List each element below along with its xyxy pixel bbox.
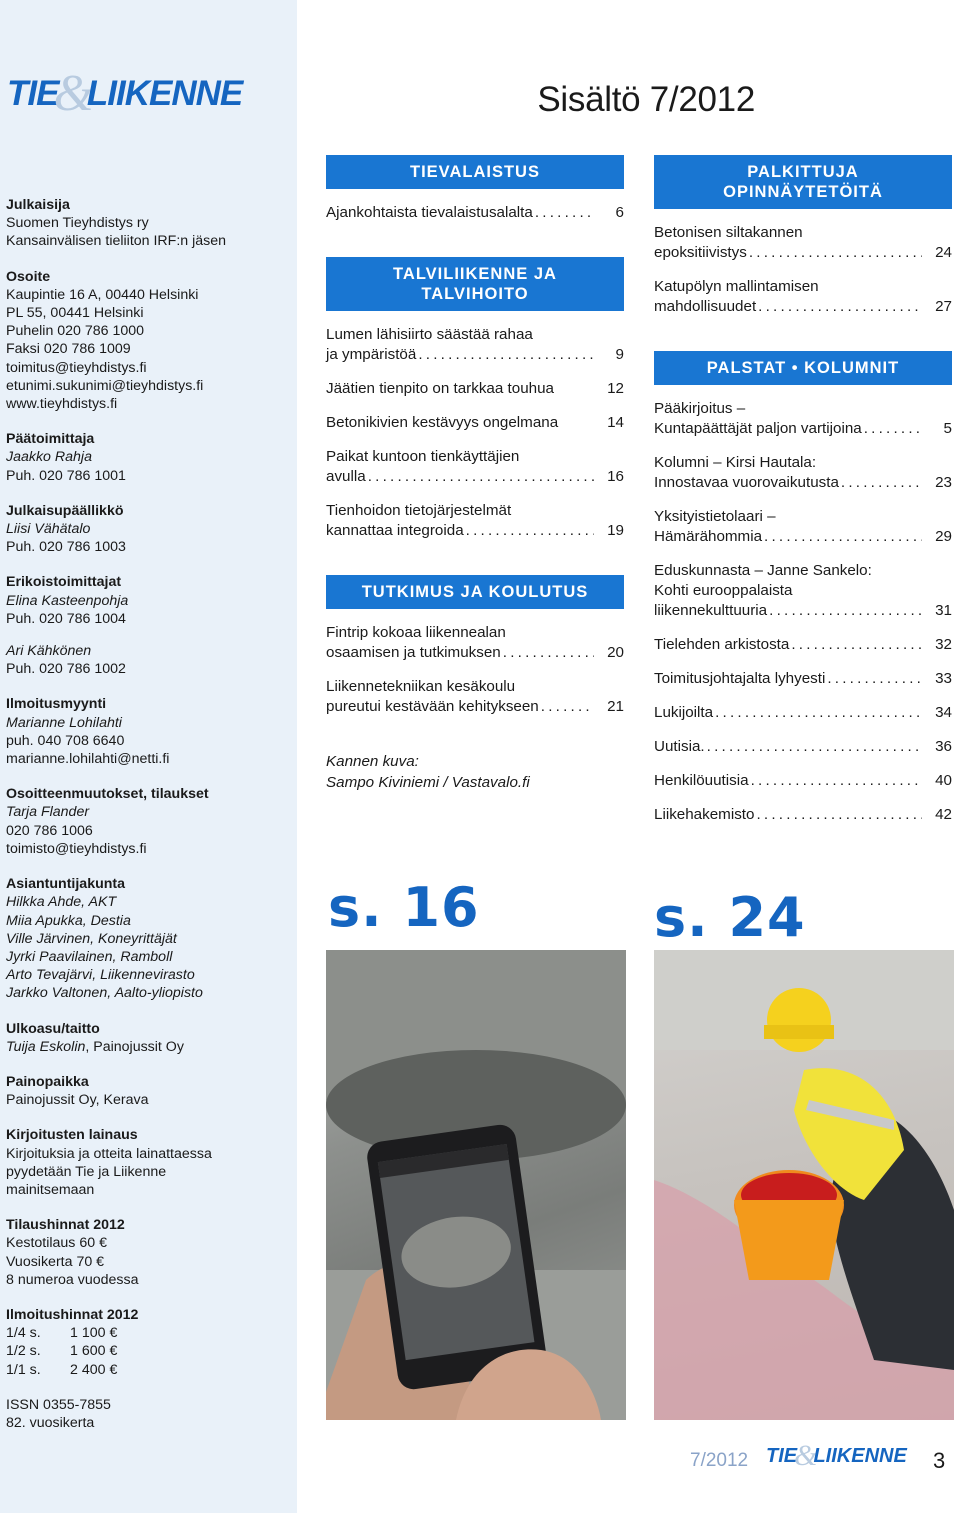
toc-entry-text: Hämärähommia	[654, 528, 763, 545]
toc-entry-line	[326, 697, 594, 717]
toc-entry	[654, 507, 952, 547]
toc-entry-title	[326, 203, 594, 223]
toc-page-number: 36	[935, 738, 952, 755]
masthead-line: Puh. 020 786 1003	[6, 539, 126, 556]
price-value: 1 100 €	[70, 1325, 118, 1342]
masthead-line: Faksi 020 786 1009	[6, 341, 131, 358]
masthead-line: Puh. 020 786 1004	[6, 610, 126, 627]
section-header-line: TALVILIIKENNE JA	[393, 265, 557, 283]
masthead-section	[6, 502, 291, 557]
toc-entry-title	[654, 453, 922, 493]
dot-leader	[715, 703, 922, 723]
masthead-member: Jarkko Valtonen, Aalto-yliopisto	[6, 985, 203, 1002]
price-row	[6, 1342, 291, 1360]
toc-entry-line	[654, 737, 922, 757]
price-size: 1/1 s.	[6, 1361, 41, 1378]
toc-entry-line: Kolumni – Kirsi Hautala:	[654, 454, 817, 471]
toc-entry-text: avulla	[326, 468, 366, 485]
toc-entry-text: osaamisen ja tutkimuksen	[326, 644, 501, 661]
masthead-section	[6, 1396, 291, 1432]
page-number: 3	[933, 1448, 946, 1473]
price-row	[6, 1324, 291, 1342]
cover-label: Kannen kuva:	[326, 753, 419, 770]
toc-page-number: 31	[935, 602, 952, 619]
masthead-section	[6, 1073, 291, 1109]
toc-entry-line	[654, 805, 922, 825]
toc-entry-title	[654, 669, 922, 689]
toc-entry-line: Pääkirjoitus –	[654, 400, 746, 417]
toc-entry	[654, 453, 952, 493]
toc-entry	[654, 669, 952, 689]
masthead-line: Kaupintie 16 A, 00440 Helsinki	[6, 286, 199, 303]
masthead-line: 8 numeroa vuodessa	[6, 1271, 139, 1288]
toc-entry-text: Tielehden arkistosta	[654, 636, 790, 653]
toc-entry-line	[654, 527, 922, 547]
masthead-line: mainitsemaan	[6, 1181, 95, 1198]
masthead-line: Painojussit Oy, Kerava	[6, 1092, 149, 1109]
toc-entry-title	[654, 737, 922, 757]
magazine-logo: TIE & LIIKENNE	[7, 65, 243, 122]
toc-entry-title	[654, 703, 922, 723]
toc-entry-line	[326, 413, 594, 433]
toc-page-number: 16	[607, 468, 624, 485]
masthead-section	[6, 875, 291, 1002]
toc-entry-line	[654, 243, 922, 263]
masthead-name: Ari Kähkönen	[6, 643, 92, 660]
masthead-heading: Päätoimittaja	[6, 431, 95, 448]
masthead-heading: Ulkoasu/taitto	[6, 1020, 100, 1037]
contents-column-2	[654, 155, 952, 825]
masthead-member: Arto Tevajärvi, Liikennevirasto	[6, 967, 195, 984]
dot-leader	[541, 697, 594, 717]
toc-entry	[654, 635, 952, 655]
toc-entry-text: mahdollisuudet	[654, 298, 757, 315]
masthead-member: Miia Apukka, Destia	[6, 912, 131, 929]
masthead-line: toimitus@tieyhdistys.fi	[6, 359, 147, 376]
toc-entry-line	[654, 635, 922, 655]
toc-entry-text: Uutisia.	[654, 738, 705, 755]
masthead-section	[6, 268, 291, 414]
masthead-section	[6, 695, 291, 768]
toc-page-number: 24	[935, 244, 952, 261]
masthead-name: Tarja Flander	[6, 804, 90, 821]
toc-page-number: 20	[607, 644, 624, 661]
section-header	[326, 575, 624, 609]
toc-entry-text: Jäätien tienpito on tarkkaa touhua	[326, 380, 554, 397]
masthead-heading: Julkaisupäällikkö	[6, 502, 124, 519]
masthead-name: Marianne Lohilahti	[6, 714, 122, 731]
toc-entry-text: Lukijoilta	[654, 704, 714, 721]
toc-entry-text: liikennekulttuuria	[654, 602, 768, 619]
toc-entry-line: Lumen lähisiirto säästää rahaa	[326, 326, 533, 343]
toc-entry-title	[326, 501, 594, 541]
masthead-name: Elina Kasteenpohja	[6, 592, 129, 609]
toc-entry-line: Paikat kuntoon tienkäyttäjien	[326, 448, 520, 465]
section-header-line: PALSTAT • KOLUMNIT	[706, 359, 900, 377]
masthead-line: puh. 040 708 6640	[6, 732, 125, 749]
masthead-line: Puh. 020 786 1001	[6, 467, 126, 484]
toc-entry-text: ja ympäristöä	[326, 346, 417, 363]
toc-entry-text: Toimitusjohtajalta lyhyesti	[654, 670, 826, 687]
dot-leader	[751, 771, 922, 791]
footer-logo: TIE & LIIKENNE	[766, 1439, 907, 1472]
masthead-heading: Osoitteenmuutokset, tilaukset	[6, 786, 209, 803]
masthead-heading: Julkaisija	[6, 197, 70, 213]
toc-entry-line	[326, 643, 594, 663]
price-value: 2 400 €	[70, 1361, 118, 1378]
photo-smartphone-pothole	[326, 950, 626, 1420]
toc-entry-line	[654, 297, 922, 317]
toc-entry-title	[326, 325, 594, 365]
toc-entry-line: Tienhoidon tietojärjestelmät	[326, 502, 512, 519]
toc-entry-line	[654, 419, 922, 439]
toc-entry-title	[654, 771, 922, 791]
page-title: Sisältö 7/2012	[537, 80, 755, 119]
toc-page-number: 27	[935, 298, 952, 315]
masthead-heading: Osoite	[6, 268, 51, 285]
masthead-line: Puh. 020 786 1002	[6, 661, 126, 678]
toc-entry	[326, 325, 624, 365]
cover-photographer: Sampo Kiviniemi / Vastavalo.fi	[326, 774, 530, 791]
contents-column-1	[326, 155, 624, 793]
toc-page-number: 33	[935, 670, 952, 687]
toc-entry-line	[654, 669, 922, 689]
toc-entry-title	[654, 399, 922, 439]
toc-entry	[326, 447, 624, 487]
masthead-section	[6, 573, 291, 678]
masthead-heading: Ilmoitushinnat 2012	[6, 1306, 139, 1323]
dot-leader	[791, 635, 922, 655]
toc-page-number: 14	[607, 414, 624, 431]
toc-page-number: 9	[615, 346, 624, 363]
masthead-member: Ville Järvinen, Koneyrittäjät	[6, 930, 177, 947]
section-header	[326, 257, 624, 311]
masthead-name: Tuija Eskolin	[6, 1038, 86, 1055]
masthead-section	[6, 785, 291, 858]
toc-entry-title	[326, 447, 594, 487]
toc-entry-text: pureutui kestävään kehitykseen	[326, 698, 539, 715]
toc-entry-title	[326, 413, 594, 433]
dot-leader	[864, 419, 922, 439]
masthead-section	[6, 1020, 291, 1056]
toc-entry-line: Betonisen siltakannen	[654, 224, 803, 241]
masthead-heading: Tilaushinnat 2012	[6, 1217, 125, 1234]
masthead-line: toimisto@tieyhdistys.fi	[6, 840, 147, 857]
section-header-line: TUTKIMUS JA KOULUTUS	[361, 583, 589, 601]
masthead-member: Hilkka Ahde, AKT	[6, 894, 117, 911]
masthead-line: Puhelin 020 786 1000	[6, 323, 145, 340]
toc-entry-line	[654, 601, 922, 621]
dot-leader	[769, 601, 922, 621]
price-size: 1/2 s.	[6, 1343, 41, 1360]
toc-entry-text: Innostavaa vuorovaikutusta	[654, 474, 839, 491]
section-header	[654, 351, 952, 385]
price-size: 1/4 s.	[6, 1325, 41, 1342]
toc-page-number: 23	[935, 474, 952, 491]
toc-entry	[654, 223, 952, 263]
masthead-heading: Erikoistoimittajat	[6, 574, 122, 591]
sidebar	[0, 0, 297, 1513]
section-header	[654, 155, 952, 209]
masthead-line: etunimi.sukunimi@tieyhdistys.fi	[6, 377, 204, 394]
masthead-line: Kansainvälisen tieliiton IRF:n jäsen	[6, 233, 227, 250]
section-header-line: TIEVALAISTUS	[410, 163, 540, 181]
dot-leader	[749, 243, 922, 263]
toc-entry-text: Betonikivien kestävyys ongelmana	[326, 414, 559, 431]
dot-leader	[764, 527, 922, 547]
toc-entry	[326, 501, 624, 541]
section-header	[326, 155, 624, 189]
masthead-section	[6, 196, 291, 251]
toc-page-number: 19	[607, 522, 624, 539]
masthead	[6, 196, 291, 1449]
masthead-section	[6, 1216, 291, 1289]
masthead-line: 020 786 1006	[6, 822, 93, 839]
toc-entry-text: Kuntapäättäjät paljon vartijoina	[654, 420, 862, 437]
toc-entry-line	[326, 379, 594, 399]
toc-entry-text: kannattaa integroida	[326, 522, 464, 539]
section-header-line: TALVIHOITO	[421, 285, 529, 303]
cover-credit	[326, 751, 624, 793]
masthead-line: marianne.lohilahti@netti.fi	[6, 751, 170, 768]
dot-leader	[756, 805, 922, 825]
toc-entry-title	[654, 635, 922, 655]
dot-leader	[841, 473, 922, 493]
masthead-line: Suomen Tieyhdistys ry	[6, 215, 149, 232]
masthead-line: Kirjoituksia ja otteita lainattaessa	[6, 1145, 212, 1162]
price-value: 1 600 €	[70, 1343, 118, 1360]
toc-entry	[326, 203, 624, 223]
toc-entry	[326, 677, 624, 717]
toc-entry	[326, 623, 624, 663]
dot-leader	[758, 297, 922, 317]
toc-page-number: 21	[607, 698, 624, 715]
dot-leader	[535, 203, 594, 223]
toc-entry	[654, 399, 952, 439]
price-row	[6, 1361, 291, 1379]
section-header-line: PALKITTUJA	[747, 163, 859, 181]
toc-entry-line: Liikennetekniikan kesäkoulu	[326, 678, 516, 695]
toc-entry-text: Ajankohtaista tievalaistusalalta	[326, 204, 533, 221]
dot-leader	[707, 737, 922, 757]
toc-entry-line	[326, 203, 594, 223]
toc-entry	[654, 805, 952, 825]
masthead-line: 82. vuosikerta	[6, 1414, 95, 1431]
toc-entry	[654, 737, 952, 757]
masthead-heading: Asiantuntijakunta	[6, 876, 126, 893]
toc-page-number: 29	[935, 528, 952, 545]
toc-entry-line: Kohti eurooppalaista	[654, 582, 793, 599]
masthead-line: www.tieyhdistys.fi	[6, 396, 118, 413]
toc-entry-title	[326, 623, 594, 663]
masthead-line: ISSN 0355-7855	[6, 1396, 111, 1413]
toc-entry-line: Eduskunnasta – Janne Sankelo:	[654, 562, 872, 579]
toc-entry-title	[654, 561, 922, 621]
masthead-heading: Kirjoitusten lainaus	[6, 1127, 138, 1144]
masthead-name-suffix: , Painojussit Oy	[85, 1038, 184, 1055]
toc-entry-line	[326, 521, 594, 541]
toc-entry	[654, 771, 952, 791]
toc-page-number: 6	[615, 204, 624, 221]
toc-entry-title	[654, 277, 922, 317]
masthead-line: Vuosikerta 70 €	[6, 1253, 105, 1270]
masthead-member: Jyrki Paavilainen, Ramboll	[6, 948, 173, 965]
masthead-line: PL 55, 00441 Helsinki	[6, 305, 144, 322]
dot-leader	[466, 521, 594, 541]
toc-entry-line	[326, 467, 594, 487]
toc-entry-line	[654, 473, 922, 493]
masthead-heading: Ilmoitusmyynti	[6, 696, 107, 713]
toc-page-number: 32	[935, 636, 952, 653]
page-reference-right: s. 24	[654, 886, 806, 949]
toc-entry-line: Yksityistietolaari –	[654, 508, 776, 525]
toc-entry	[654, 561, 952, 621]
toc-entry-line: Katupölyn mallintamisen	[654, 278, 819, 295]
toc-entry-text: epoksitiivistys	[654, 244, 747, 261]
masthead-name: Liisi Vähätalo	[6, 521, 91, 538]
toc-entry	[326, 413, 624, 433]
toc-entry-line	[654, 771, 922, 791]
toc-entry-line: Fintrip kokoaa liikennealan	[326, 624, 506, 641]
footer-issue: 7/2012	[690, 1450, 749, 1471]
toc-entry-title	[654, 507, 922, 547]
toc-entry-title	[326, 379, 594, 399]
toc-page-number: 34	[935, 704, 952, 721]
photo-road-worker	[654, 950, 954, 1420]
toc-entry-text: Henkilöuutisia	[654, 772, 749, 789]
toc-page-number: 12	[607, 380, 624, 397]
toc-page-number: 42	[935, 806, 952, 823]
masthead-name: Jaakko Rahja	[6, 449, 92, 466]
masthead-line: pyydetään Tie ja Liikenne	[6, 1163, 167, 1180]
toc-entry	[326, 379, 624, 399]
toc-page-number: 5	[943, 420, 952, 437]
toc-entry-title	[326, 677, 594, 717]
masthead-section	[6, 1126, 291, 1199]
page-reference-left: s. 16	[328, 876, 480, 939]
toc-entry-title	[654, 223, 922, 263]
masthead-heading: Painopaikka	[6, 1073, 89, 1090]
toc-entry-line	[654, 703, 922, 723]
section-header-line: OPINNÄYTETÖITÄ	[723, 183, 883, 201]
toc-entry-title	[654, 805, 922, 825]
toc-entry-line	[326, 345, 594, 365]
dot-leader	[418, 345, 594, 365]
dot-leader	[503, 643, 594, 663]
masthead-section	[6, 1306, 291, 1379]
masthead-line: Kestotilaus 60 €	[6, 1235, 107, 1252]
masthead-line	[6, 1038, 291, 1056]
dot-leader	[368, 467, 594, 487]
toc-entry-text: Liikehakemisto	[654, 806, 755, 823]
toc-page-number: 40	[935, 772, 952, 789]
dot-leader	[827, 669, 922, 689]
toc-entry	[654, 703, 952, 723]
masthead-section	[6, 430, 291, 485]
toc-entry	[654, 277, 952, 317]
